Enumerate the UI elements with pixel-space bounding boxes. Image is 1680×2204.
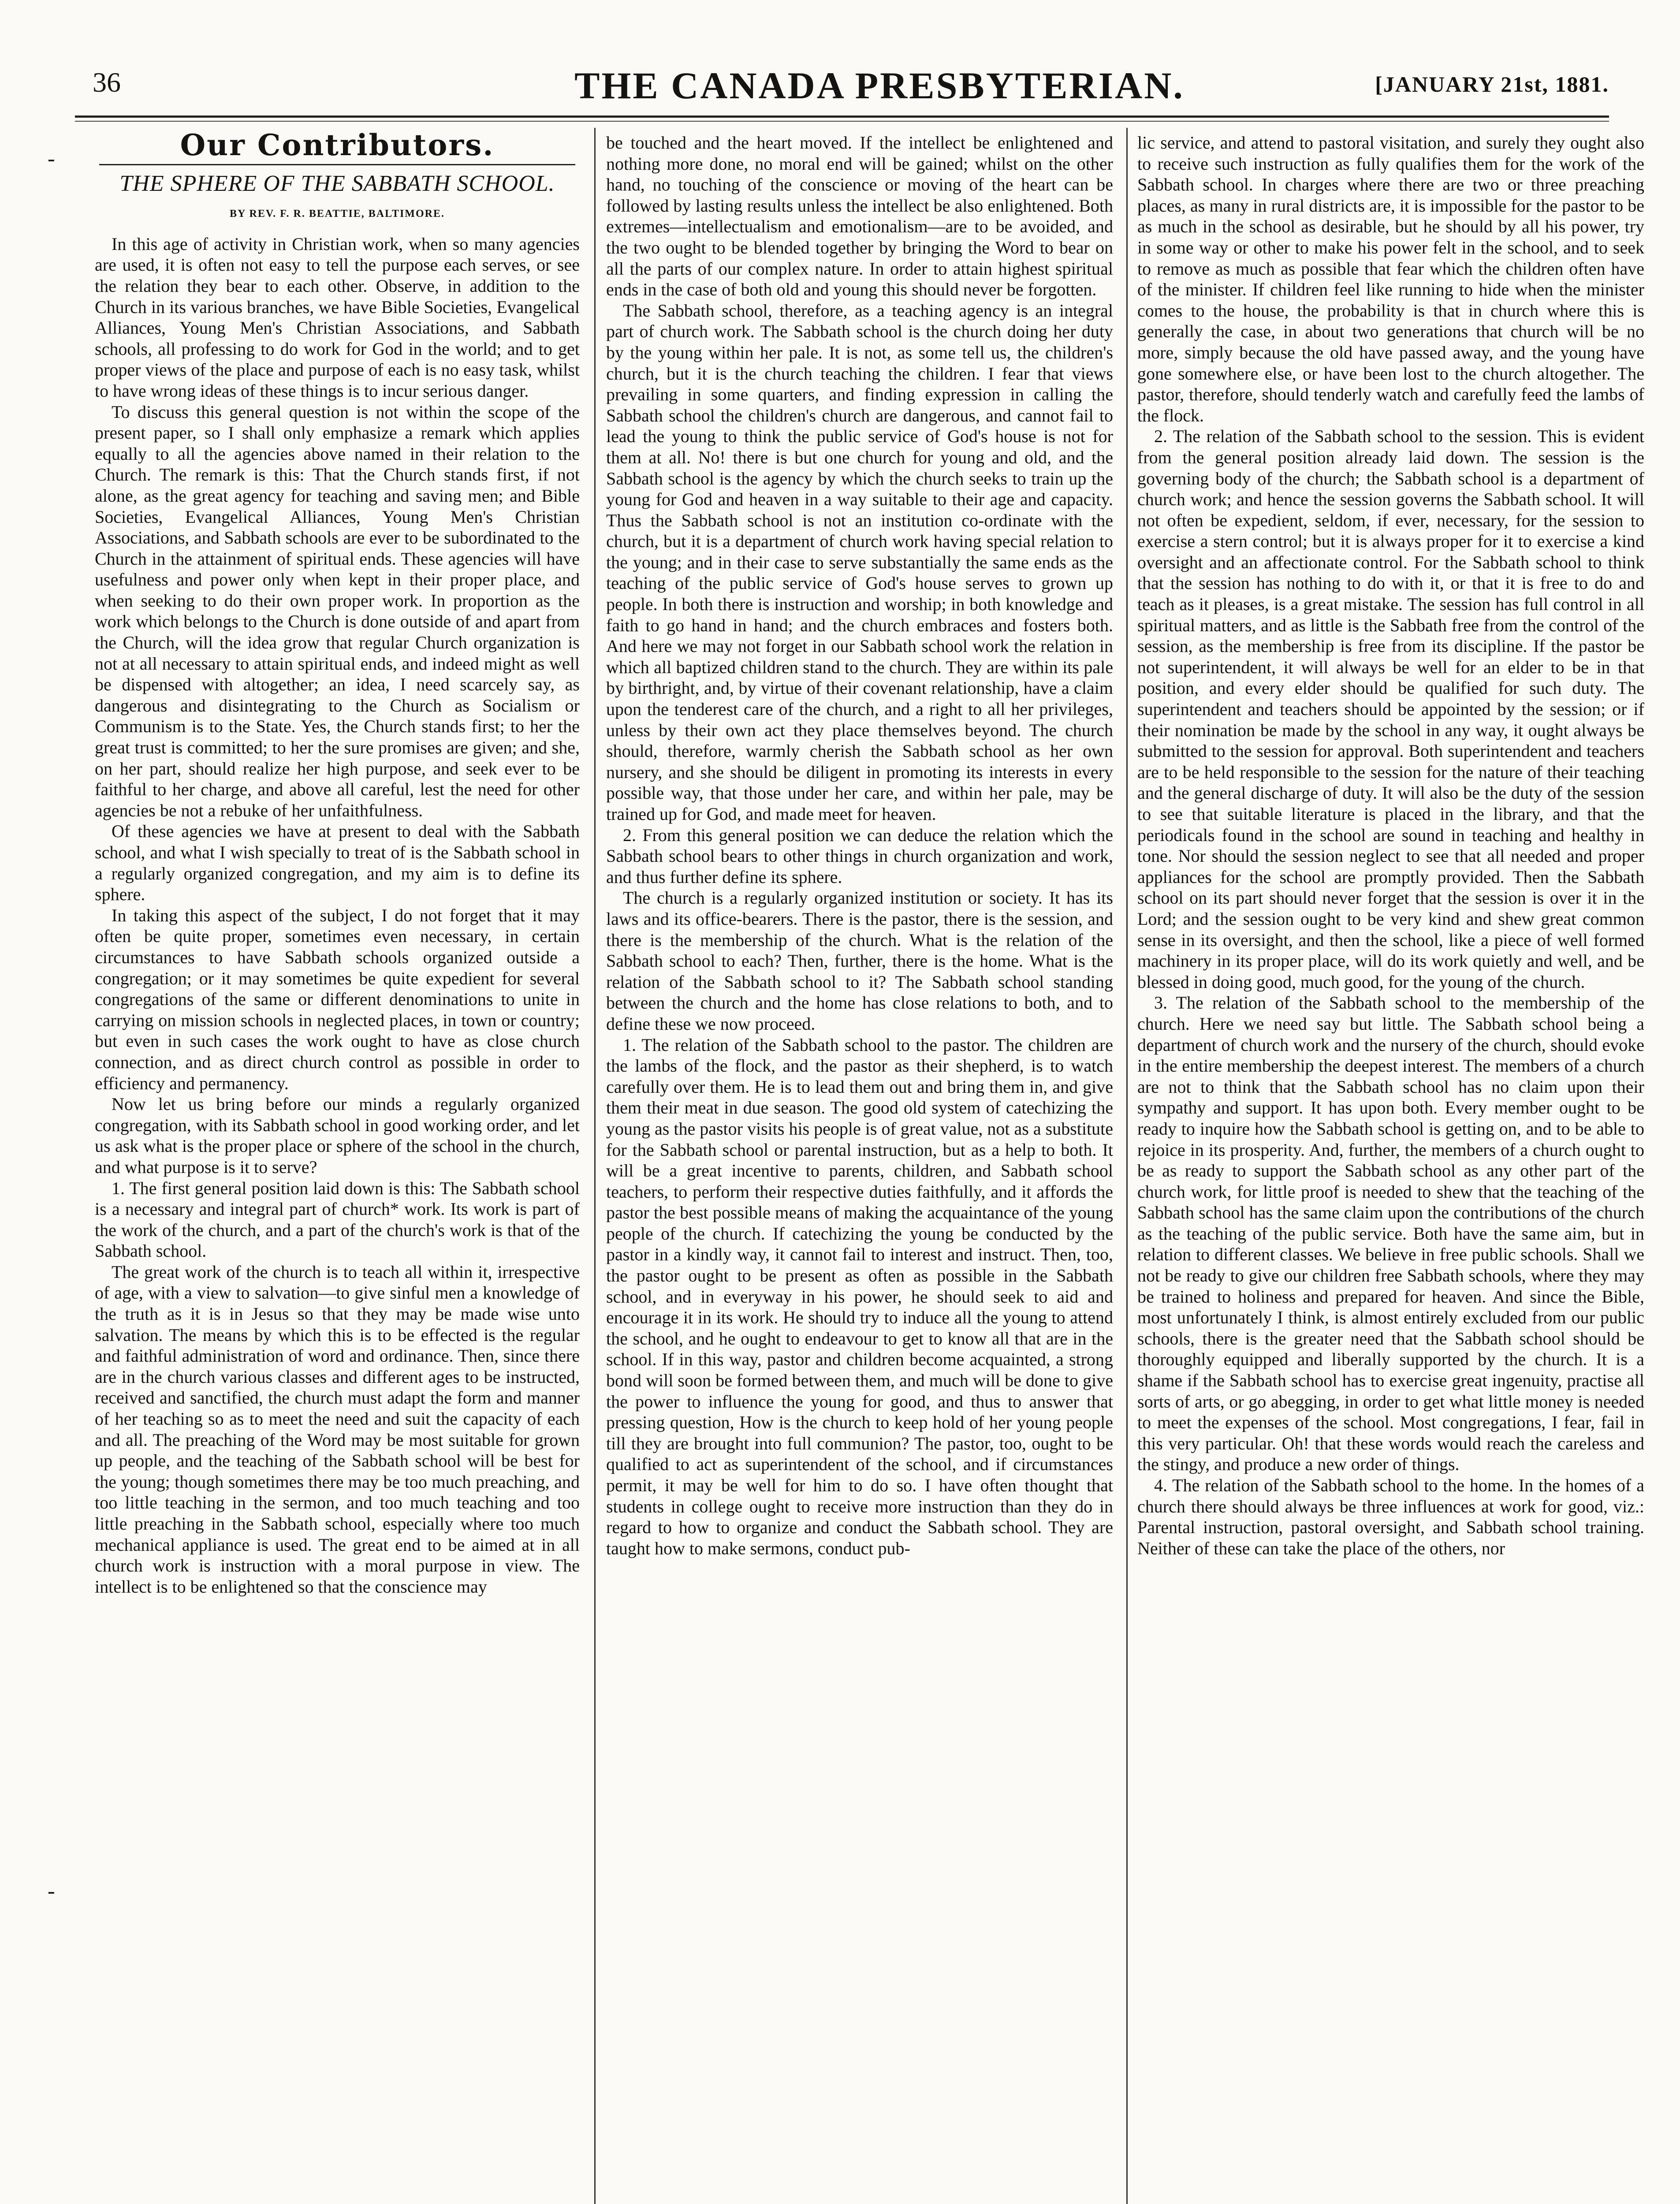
paragraph: Of these agencies we have at present to deal with the Sabbath school, and what I wish specially to treat of is the Sabbath school in a regularly organized congregation, and my aim is to define its sphere. xyxy=(95,821,580,905)
column-2 xyxy=(606,132,1113,2204)
paragraph: 2. The relation of the Sabbath school to the session. This is evident from the general position already laid down. The session is the governing body of the church; the Sabbath school is a department of church work; and hence the session governs the Sabbath school. It will not often be expedient, seldom, if ever, necessary, for the session to exercise a stern control; but it is always proper for it to exercise a kind oversight and an affectionate control. For the Sabbath school to think that the session has nothing to do with it, or that it is free to do and teach as it pleases, is a great mistake. The session has full control in all spiritual matters, and as little is the Sabbath free from the control of the session, as the membership is free from its discipline. If the pastor be not superintendent, it will always be well for an elder to be in that position, and every elder should be qualified for such duty. The superintendent and teachers should be appointed by the session; or if their nomination be made by the school in any way, it ought always be submitted to the session for approval. Both superintendent and teachers are to be held responsible to the session for the nature of their teaching and the general discharge of duty. It will also be the duty of the session to see that suitable literature is placed in the library, and that the periodicals found in the school are sound in teaching and healthy in tone. Nor should the session neglect to see that all needed and proper appliances for the school are promptly provided. Then the Sabbath school on its part should never forget that the session is over it in the Lord; and the session ought to be very kind and shew great common sense in its oversight, and then the school, like a piece of well formed machinery in its proper place, will do its work quietly and well, and be blessed in doing good, much good, for the young of the church. xyxy=(1137,426,1644,992)
paragraph: Now let us bring before our minds a regularly organized congregation, with its Sabbath school in good working order, and let us ask what is the proper place or sphere of the school in the church, and what purpose is it to serve? xyxy=(95,1094,580,1177)
masthead xyxy=(75,66,1680,115)
paragraph: be touched and the heart moved. If the intellect be enlightened and nothing more done, no moral end will be gained; whilst on the other hand, no touching of the conscience or moving of the heart can be followed by lasting results unless the intellect be also enlightened. Both extremes—intellectualism and emotionalism—are to be avoided, and the two ought to be blended together by bringing the Word to bear on all the parts of our complex nature. In order to attain highest spiritual ends in the case of both old and young this should never be forgotten. xyxy=(606,133,1113,300)
article-byline: BY REV. F. R. BEATTIE, BALTIMORE. xyxy=(230,208,445,220)
column-divider xyxy=(1126,128,1128,2204)
section-heading: Our Contributors. xyxy=(180,132,495,162)
masthead-rule xyxy=(75,115,1609,118)
column-divider xyxy=(594,128,596,2204)
section-heading-rule xyxy=(99,164,575,165)
paragraph: 3. The relation of the Sabbath school to the membership of the church. Here we need say but little. The Sabbath school being a department of church work and the nursery of the church, should evoke in the entire membership the deepest interest. The members of a church are not to think that the Sabbath school has no claim upon their sympathy and support. It has upon both. Every member ought to be ready to inquire how the Sabbath school is getting on, and to be able to rejoice in its prosperity. And, further, the members of a church ought to be as ready to support the Sabbath school as any other part of the church work, for little proof is needed to shew that the teaching of the Sabbath school has the same claim upon the contributions of the church as the teaching of the public service. Both have the same aim, but in relation to different classes. We believe in free public schools. Shall we not be ready to give our children free Sabbath schools, where they may be trained to holiness and prepared for heaven. And since the Bible, most unfortunately I think, is almost entirely excluded from our public schools, there is the greater need that the Sabbath school should be thoroughly equipped and liberally supported by the church. It is a shame if the Sabbath school has to exercise great ingenuity, practise all sorts of arts, or go abegging, in order to get what little money is needed to meet the expenses of the school. Most congregations, I fear, fail in this very particular. Oh! that these words would reach the careless and the stingy, and produce a new order of things. xyxy=(1137,993,1644,1474)
paragraph: The Sabbath school, therefore, as a teaching agency is an integral part of church work. The Sabbath school is the church doing her duty by the young within her pale. It is not, as some tell us, the children's church, but it is the church teaching the children. I fear that views prevailing in some quarters, and finding expression in calling the Sabbath school the children's church are dangerous, and cannot fail to lead the young to think the public service of God's house is not for them at all. No! there is but one church for young and old, and the Sabbath school is the agency by which the church seeks to train up the young for God and heaven in a way suitable to their age and capacity. Thus the Sabbath school is not an institution co-ordinate with the church, but it is a department of church work having special relation to the young; and in their case to serve substantially the same ends as the teaching of the public service of God's house serves to grown up people. In both there is instruction and worship; in both knowledge and faith to go hand in hand; and the church embraces and fosters both. And here we may not forget in our Sabbath school work the relation in which all baptized children stand to the church. They are within its pale by birthright, and, by virtue of their covenant relationship, have a claim upon the tenderest care of the church, and a right to all her privileges, unless by their own act they place themselves beyond. The church should, therefore, warmly cherish the Sabbath school as her own nursery, and she should be diligent in promoting its interests in every possible way, that those under her care, and within her pale, may be trained up for God, and made meet for heaven. xyxy=(606,300,1113,824)
column-3 xyxy=(1137,132,1644,2204)
margin-dash-mark: - xyxy=(48,146,55,171)
paragraph: 1. The relation of the Sabbath school to the pastor. The children are the lambs of the flock, and the pastor as their shepherd, is to watch carefully over them. He is to lead them out and bring them in, and give them their meat in due season. The good old system of catechizing the young as the pastor visits his people is of great value, not as a substitute for the Sabbath school or parental instruction, but as a help to both. It will be a great incentive to parents, children, and Sabbath school teachers, to perform their respective duties faithfully, and it affords the pastor the best possible means of making the acquaintance of the young people of the church. If catechizing the young be conducted by the pastor in a kindly way, it cannot fail to interest and instruct. Then, too, the pastor ought to be present as often as possible in the Sabbath school, and in everyway in his power, he should seek to aid and encourage it in its work. He should try to induce all the young to attend the school, and he ought to endeavour to get to know all that are in the school. If in this way, pastor and children become acquainted, a strong bond will soon be formed between them, and much will be done to give the power to influence the young for good, and thus to answer that pressing question, How is the church to keep hold of her young people till they are brought into full communion? The pastor, too, ought to be qualified to act as superintendent of the school, and if circumstances permit, it may be well for him to do so. I have often thought that students in college ought to receive more instruction than they do in regard to how to organize and conduct the Sabbath school. They are taught how to make sermons, conduct pub- xyxy=(606,1035,1113,1558)
paragraph: lic service, and attend to pastoral visitation, and surely they ought also to receive such instruction as fully qualifies them for the work of the Sabbath school. In charges where there are two or three preaching places, as many in rural districts are, it is impossible for the pastor to be as much in the school as desirable, but he should by all his power, try in some way or other to make his power felt in the school, and to seek to remove as much as possible that fear which the children often have of the minister. If children feel like running to hide when the minister comes to the house, the probability is that in church where this is generally the case, in about two generations that church will be no more, simply because the old have passed away, and the young have gone somewhere else, or have been lost to the church altogether. The pastor, therefore, should tenderly watch and carefully feed the lambs of the flock. xyxy=(1137,133,1644,425)
paragraph: In taking this aspect of the subject, I do not forget that it may often be quite proper, sometimes even necessary, in certain circumstances to have Sabbath schools organized outside a congregation; or it may sometimes be quite expedient for several congregations of the same or different denominations to unite in carrying on mission schools in neglected places, in town or country; but even in such cases the work ought to have as close church connection, and as direct church control as possible in order to efficiency and permanency. xyxy=(95,905,580,1093)
column-1 xyxy=(95,132,580,2204)
newspaper-title: THE CANADA PRESBYTERIAN. xyxy=(574,64,1185,107)
paragraph: 4. The relation of the Sabbath school to the home. In the homes of a church there should always be three influences at work for good, viz.: Parental instruction, pastoral oversight, and Sabbath school training. Neither of these can take the place of the others, nor xyxy=(1137,1475,1644,1558)
page-number: 36 xyxy=(93,67,121,98)
paragraph: 1. The first general position laid down is this: The Sabbath school is a necessary and integral part of church* work. Its work is part of the work of the church, and a part of the church's work is that of the Sabbath school. xyxy=(95,1178,580,1261)
paragraph: To discuss this general question is not within the scope of the present paper, so I shall only emphasize a remark which applies equally to all the agencies above named in their relation to the Church. The remark is this: That the Church stands first, if not alone, as the great agency for teaching and saving men; and Bible Societies, Evangelical Alliances, Young Men's Christian Associations, and Sabbath schools are ever to be subordinated to the Church in the attainment of spiritual ends. These agencies will have usefulness and power only when kept in their proper place, and when seeking to do their own proper work. In proportion as the work which belongs to the Church is done outside of and apart from the Church, will the idea grow that regular Church organization is not at all necessary to attain spiritual ends, and indeed might as well be dispensed with altogether; an idea, I need scarcely say, as dangerous and disintegrating to the Church as Socialism or Communism is to the State. Yes, the Church stands first; to her the great trust is committed; to her the sure promises are given; and she, on her part, should realize her high purpose, and seek ever to be faithful to her charge, and above all careful, lest the need for other agencies be not a rebuke of her unfaithfulness. xyxy=(95,402,580,820)
paragraph: In this age of activity in Christian work, when so many agencies are used, it is often not easy to tell the purpose each serves, or see the relation they bear to each other. Observe, in addition to the Church in its various branches, we have Bible Societies, Evangelical Alliances, Young Men's Christian Associations, and Sabbath schools, all professing to do work for God in the world; and to get proper views of the place and purpose of each is no easy task, whilst to have wrong ideas of these things is to incur serious danger. xyxy=(95,234,580,401)
article-title: THE SPHERE OF THE SABBATH SCHOOL. xyxy=(119,171,555,196)
paragraph: The great work of the church is to teach all within it, irrespective of age, with a view to salvation—to give sinful men a knowledge of the truth as it is in Jesus so that they may be made wise unto salvation. The means by which this is to be effected is the regular and faithful administration of word and ordinance. Then, since there are in the church various classes and different ages to be instructed, received and sanctified, the church must adapt the form and manner of her teaching so as to meet the need and suit the capacity of each and all. The preaching of the Word may be most suitable for grown up people, and the teaching of the Sabbath school will be best for the young; though sometimes there may be too much preaching, and too little teaching in the sermon, and too much teaching and too little preaching in the Sabbath school, especially where too much mechanical appliance is used. The great end to be aimed at in all church work is instruction with a moral purpose in view. The intellect is to be enlightened so that the conscience may xyxy=(95,1262,580,1597)
paragraph: 2. From this general position we can deduce the relation which the Sabbath school bears to other things in church organization and work, and thus further define its sphere. xyxy=(606,825,1113,887)
masthead-rule-thin xyxy=(75,121,1609,122)
issue-date: [JANUARY 21st, 1881. xyxy=(1375,72,1609,97)
margin-dash-mark: - xyxy=(48,1878,55,1903)
paragraph: The church is a regularly organized institution or society. It has its laws and its office-bearers. There is the pastor, there is the session, and there is the membership of the church. What is the relation of the Sabbath school to each? Then, further, there is the home. What is the relation of the Sabbath school to it? The Sabbath school standing between the church and the home has close relations to both, and to define these we now proceed. xyxy=(606,888,1113,1034)
